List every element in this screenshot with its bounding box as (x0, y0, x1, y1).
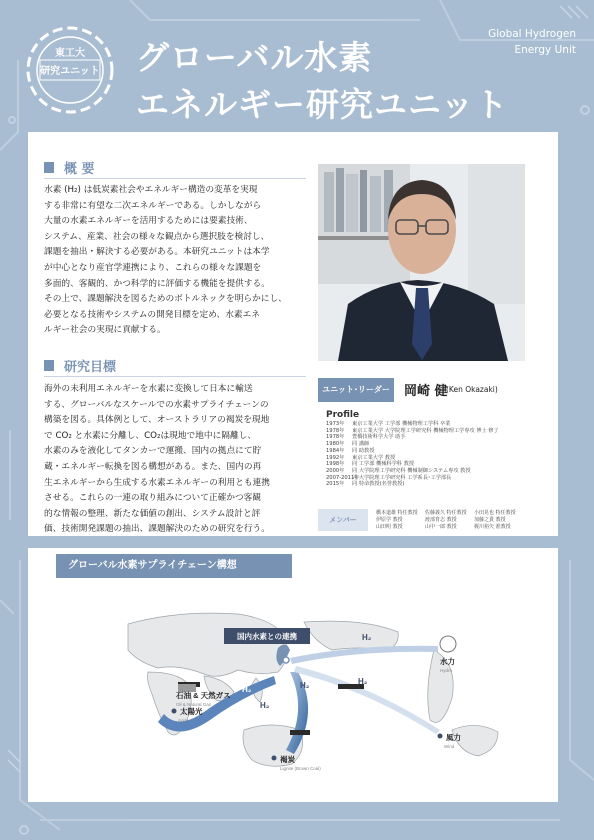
lignite-label-en: Lignite (Brown Coal) (280, 766, 321, 771)
overview-body (44, 183, 310, 339)
goals-line: 的な情報の整理、新たな価値の創出、システム設計と評 (44, 508, 261, 519)
profile-year: 1984年 (326, 447, 345, 454)
profile-heading: Profile (326, 410, 360, 420)
unit-english-name-line2: Energy Unit (514, 44, 576, 56)
profile-row (326, 468, 526, 475)
h2-label: H₂ (362, 633, 372, 642)
supply-chain-map (28, 580, 558, 802)
member-name: 梶川裕矢 准教授 (474, 524, 511, 530)
goals-line: する、グローバルなスケールでの水素サプライチェーンの (44, 399, 269, 410)
profile-text: 豊橋技術科学大学 助手 (352, 434, 406, 441)
profile-year: 1992年 (326, 454, 345, 461)
wind-label: 風力 (446, 733, 461, 742)
profile-text: 同 工学部 機械科学科 教授 (352, 461, 415, 468)
overview-heading (44, 158, 95, 177)
profile-year: 1998年 (326, 461, 345, 468)
overview-line: 水素 (H₂) は低炭素社会やエネルギー構造の変革を実現 (44, 185, 258, 195)
profile-text: 同 大学院理工学研究科 工学系長･工学部長 (352, 474, 452, 481)
supply-chain-heading: グローバル水素サプライチェーン構想 (56, 554, 292, 578)
member-name: 橋本道雄 特任教授 (376, 510, 418, 516)
goals-line: 水素のみを液化してタンカーで運搬、国内の拠点にて貯 (44, 446, 262, 457)
h2-label: H₂ (358, 677, 368, 686)
leader-portrait (318, 164, 525, 361)
domestic-label: 国内水素との連携 (237, 632, 297, 641)
goals-line: 価、技術開発課題の抽出、課題解決のための研究を行う。 (44, 524, 270, 535)
oil-gas-label: 石油 & 天然ガス (176, 691, 231, 700)
member-name: 佐藤義久 特任教授 (425, 510, 467, 516)
leader-label: ユニット･リーダー (318, 378, 394, 402)
members-row (376, 510, 526, 517)
overview-line: その上で、課題解決を図るためのボトルネックを明らかにし、 (44, 294, 287, 305)
member-name: 伊原学 教授 (376, 517, 403, 523)
overview-line: 必要となる技術やシステムの開発目標を定め、水素エネ (44, 309, 260, 320)
profile-text: 東京工業大学 教授 (352, 454, 396, 461)
h2-label: H₂ (260, 701, 270, 710)
tanker-icon (290, 730, 310, 735)
profile-row (326, 421, 526, 428)
member-name: 山中一郎 教授 (425, 524, 457, 530)
solar-label: 太陽光 (180, 707, 203, 716)
hydro-label-en: Hydro (440, 668, 453, 673)
profile-text: 同 特命教授(名誉教授) (352, 481, 405, 488)
h2-arrow-hydro (290, 646, 438, 664)
profile-year: 2007-2011年 (326, 474, 360, 481)
goals-heading-text: 研究目標 (64, 360, 117, 375)
profile-row (326, 481, 526, 488)
goals-line: 海外の未利用エネルギーを水素に変換して日本に輸送 (44, 384, 253, 394)
profile-year: 1973年 (326, 421, 345, 427)
profile-text: 東京工業大学 工学部 機械物理工学科 卒業 (352, 421, 451, 427)
profile-text: 東京工業大学 大学院理工学研究科 機械物理工学専攻 博士 修了 (352, 427, 499, 434)
overview-heading-text: 概 要 (64, 162, 95, 177)
members-box (318, 509, 525, 531)
member-name: 小田晃也 特任教授 (474, 510, 516, 516)
members-row (376, 517, 526, 524)
member-name: 加藤之貴 教授 (474, 517, 506, 523)
profile-text: 同 大学院理工学研究科 機械制御システム専攻 教授 (352, 467, 471, 474)
profile-year: 1978年 (326, 427, 345, 434)
profile-text: 同 講師 (352, 441, 370, 448)
profile-text: 同 助教授 (352, 447, 375, 454)
profile-year: 2000年 (326, 467, 345, 474)
leader-name: 岡崎 健 (404, 384, 448, 399)
goals-line: 蔵・エネルギー転換を図る構想がある。また、国内の再 (44, 461, 262, 472)
lignite-marker (272, 756, 277, 761)
overview-line: 課題を抽出・解決する必要がある。本研究ユニットは本学 (44, 247, 270, 258)
japan-hub (283, 657, 289, 663)
heading-rule (44, 376, 306, 377)
heading-rule (44, 178, 306, 179)
goals-line: 生エネルギーから生成する水素エネルギーの利用とも連携 (44, 477, 270, 488)
heading-marker (44, 360, 54, 371)
overview-line: する非常に有望な二次エネルギーである。しかしながら (44, 200, 262, 211)
profile-year: 1978年 (326, 434, 345, 441)
badge-text-top: 東工大 (55, 48, 85, 59)
overview-line: ルギー社会の実現に貢献する。 (44, 325, 166, 336)
profile-row (326, 448, 526, 455)
members-grid (376, 510, 526, 531)
unit-english-name (488, 26, 576, 58)
goals-line: 構築を図る。具体例として、オーストラリアの褐炭を現地 (44, 415, 270, 426)
hydro-label: 水力 (440, 657, 455, 666)
overview-line: システム、産業、社会の様々な観点から選択肢を検討し、 (44, 231, 270, 242)
wind-label-en: Wind (444, 744, 455, 749)
lignite-label: 褐炭 (280, 755, 295, 764)
oil-gas-label-en: Oil & Natural Gas (176, 702, 212, 707)
heading-marker (44, 162, 54, 173)
unit-english-name-line1: Global Hydrogen (488, 28, 576, 40)
member-name: 渡部育志 教授 (425, 517, 457, 523)
profile-row (326, 461, 526, 468)
overview-line: 大量の水素エネルギーを活用するためには要素技術、 (44, 216, 253, 227)
h2-label: H₂ (300, 681, 310, 690)
leader-box (318, 378, 525, 402)
page-title-line2: エネルギー研究ユニット (136, 85, 509, 124)
goals-heading (44, 356, 116, 375)
members-label: メンバー (318, 509, 368, 531)
overview-line: 多面的、客観的、かつ科学的に評価する機能を提供する。 (44, 278, 270, 289)
wind-marker (438, 734, 443, 739)
hydro-icon (440, 636, 456, 652)
profile-row (326, 441, 526, 448)
overview-line: が中心となり産官学連携により、これらの様々な課題を (44, 262, 262, 273)
profile-year: 2015年 (326, 481, 345, 488)
profile-year: 1980年 (326, 441, 345, 448)
profile-list (326, 421, 526, 488)
member-name: 山田明 教授 (376, 524, 403, 530)
members-row (376, 524, 526, 531)
solar-label-en: Solar (178, 718, 189, 723)
goals-body (44, 382, 310, 538)
goals-line: させる。これらの一連の取り組みについて正確かつ客観 (44, 493, 262, 504)
badge-text-bottom: 研究ユニット (40, 66, 100, 77)
goals-line: で CO₂ と水素に分離し、CO₂は現地で地中に隔離し、 (44, 430, 257, 441)
page-title-line1: グローバル水素 (136, 38, 373, 77)
h2-label: H₂ (242, 685, 252, 694)
leader-name-en: (Ken Okazaki) (446, 385, 498, 394)
solar-marker (172, 709, 177, 714)
